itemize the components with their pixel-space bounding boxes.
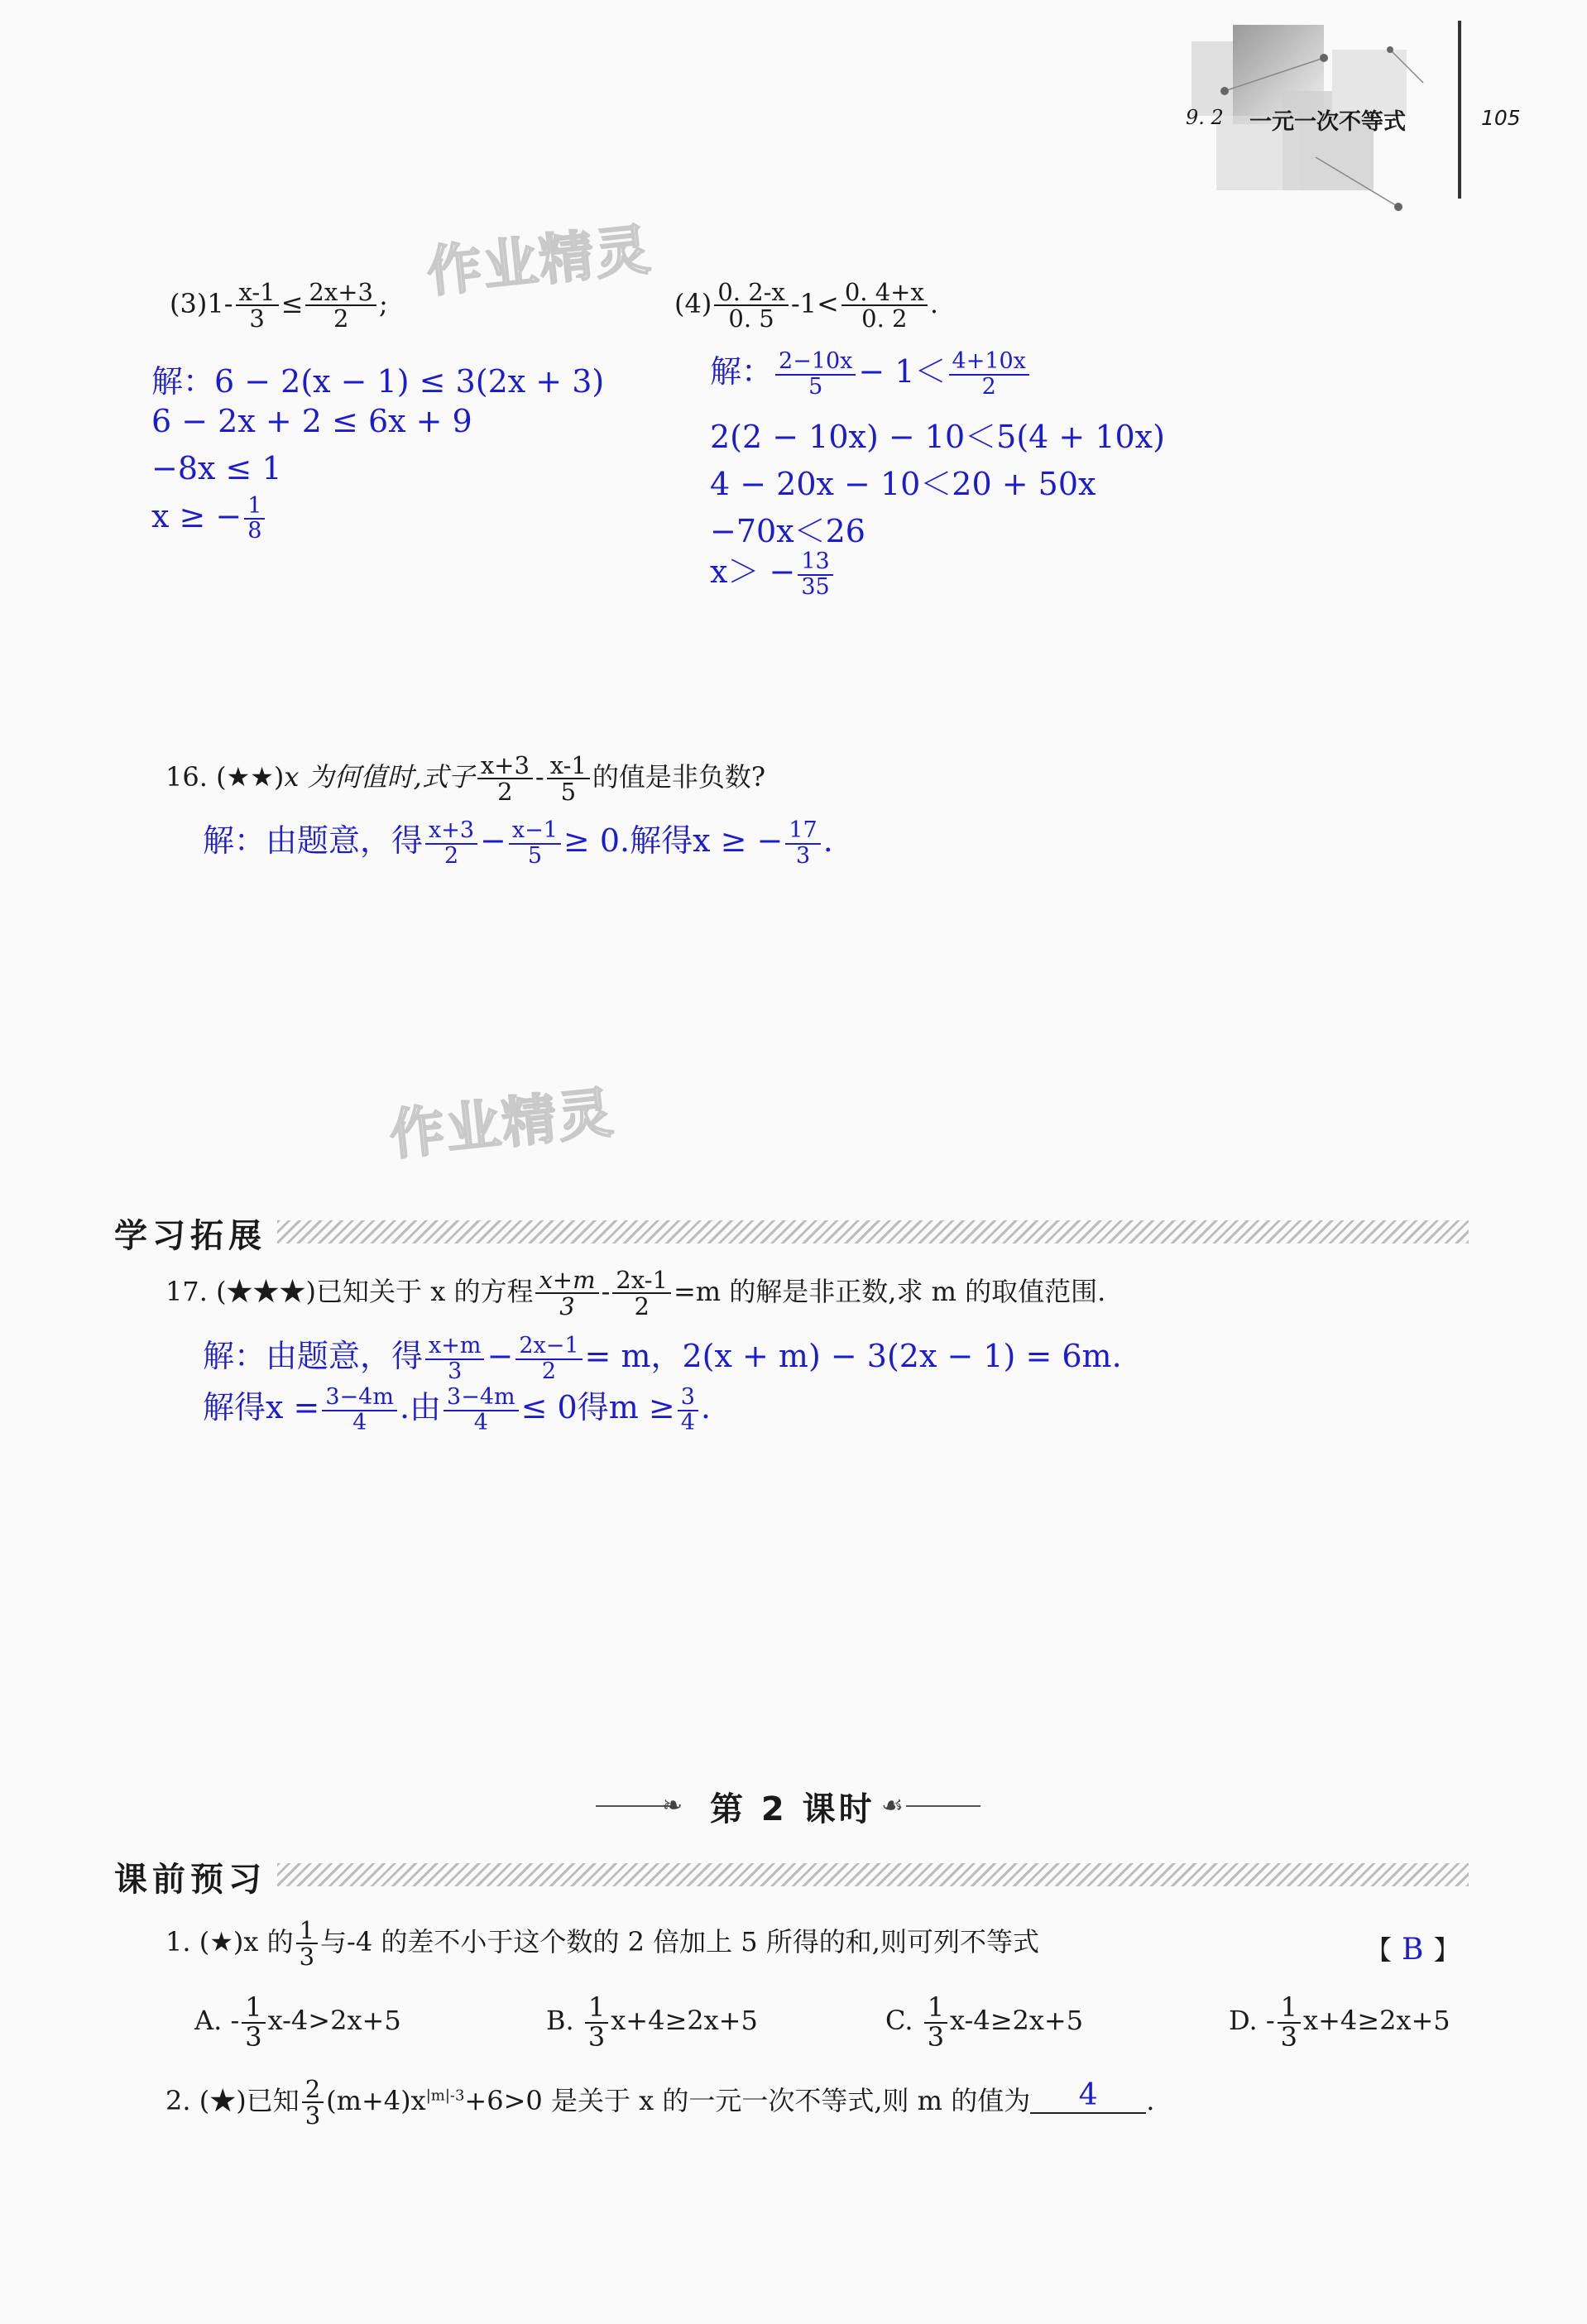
problem-4-tail: . [929,287,938,319]
option-letter: D. [1229,2005,1258,2037]
section-divider-extend [277,1220,1469,1243]
option-expression: x-4≥2x+5 [950,2005,1084,2037]
page-number: 105 [1481,106,1521,130]
fraction-numerator: 17 [785,819,820,844]
option-b[interactable] [546,1991,758,2053]
question-2-text-1: 已知 [246,2084,300,2116]
fraction-numerator: 1 [242,1994,265,2024]
fraction-numerator: x+3 [477,753,533,779]
fraction-denominator: 2 [541,1358,557,1384]
answer-fraction-2 [515,1335,582,1383]
option-expression: x-4>2x+5 [267,2005,401,2037]
option-sign: - [1265,2005,1275,2037]
option-fraction [242,1991,265,2053]
problem-3-fraction-2 [305,280,376,332]
fraction-numerator: 1 [244,495,265,520]
fraction-denominator: 0. 5 [728,304,774,333]
option-letter: A. [194,2005,223,2037]
fraction-denominator: 5 [527,842,542,869]
header-title: 一元一次不等式 [1249,109,1406,135]
answer-fraction-3 [785,819,820,868]
problem-3-label: (3) [170,287,208,319]
fraction-numerator: 2−10x [775,350,856,375]
fraction-numerator: 2x-1 [612,1267,671,1294]
answer-lead: 解得x = [203,1389,320,1426]
problem-3-solution-line-2: 6 − 2x + 2 ≤ 6x + 9 [151,403,472,439]
fraction-denominator: 3 [795,842,811,869]
option-fraction [585,1991,608,2053]
answer-tail: = m，2(x + m) − 3(2x − 1) = 6m. [584,1338,1122,1374]
question-16-label: 16. (★★) [165,760,285,793]
answer-tail: . [822,822,833,859]
fraction-numerator: 0. 2-x [714,280,789,306]
option-expression: x+4≥2x+5 [1303,2005,1450,2037]
question-1-answer: B [1402,1933,1424,1967]
question-16-answer [203,815,833,868]
fraction-denominator: 3 [559,1292,575,1321]
problem-4 [674,280,938,332]
question-16-text-2: 的值是非负数? [592,760,766,793]
fraction-numerator: 1 [924,1994,947,2024]
solution-fraction [244,495,265,544]
section-divider-preview [277,1863,1469,1886]
problem-3-solution-line-4 [151,495,267,544]
fraction-denominator: 3 [245,2020,262,2053]
fraction-denominator: 3 [587,2020,606,2053]
question-2-answer-blank[interactable] [1030,2078,1146,2114]
option-a[interactable] [194,1991,401,2053]
answer-minus: − [480,822,506,859]
answer-tail: . [700,1389,711,1426]
fraction-numerator: x+3 [425,819,477,844]
question-17-fraction-1 [535,1267,598,1320]
bracket-right: 】 [1433,1934,1460,1966]
fraction-denominator: 3 [1280,2020,1298,2053]
problem-4-solution-line-2: 2(2 − 10x) − 10＜5(4 + 10x) [710,419,1165,455]
option-sign: - [230,2005,240,2037]
header-section-number: 9. 2 [1186,106,1224,129]
question-17-label: 17. (★★★) [165,1275,317,1307]
solution-lead: x＞ − [710,553,796,590]
fraction-numerator: x-1 [547,753,590,779]
question-1-text-1: x 的 [243,1925,294,1957]
question-2-answer: 4 [1078,2077,1098,2112]
answer-lead: 解：由题意，得 [203,1338,424,1374]
fraction-denominator: 2 [634,1292,650,1321]
fraction-numerator: 3−4m [443,1386,519,1411]
fraction-numerator: x−1 [509,819,561,844]
answer-middle: .由 [399,1389,442,1426]
problem-4-solution-line-1 [710,346,1032,399]
problem-4-solution-line-5 [710,546,836,599]
watermark-top: 作业精灵 [424,217,654,304]
option-letter: C. [885,2005,913,2037]
solution-fraction [798,550,832,599]
option-fraction [924,1991,947,2053]
section-title-preview: 课前预习 [114,1861,266,1899]
question-2-fraction [302,2077,324,2129]
fraction-denominator: 5 [808,373,823,400]
problem-4-solution-line-4: −70x＜26 [710,513,865,549]
question-2-label: 2. (★) [165,2084,247,2116]
option-fraction [1278,1991,1301,2053]
fraction-denominator: 4 [680,1409,695,1435]
fraction-denominator: 2 [333,304,349,333]
answer-fraction-1 [425,819,477,868]
answer-fraction-1 [322,1386,397,1435]
problem-3 [170,280,388,332]
fraction-denominator: 3 [448,1358,463,1384]
answer-fraction-1 [425,1335,484,1383]
option-c[interactable] [885,1991,1084,2053]
problem-3-relation: ≤ [280,287,304,319]
question-16 [165,753,765,805]
ornament-left-icon: ❧ [662,1791,683,1820]
fraction-numerator: 2x−1 [515,1335,582,1359]
problem-4-solution-line-3: 4 − 20x − 10＜20 + 50x [710,466,1096,502]
question-2-tail: . [1146,2084,1155,2116]
fraction-denominator: 3 [927,2020,945,2053]
answer-middle-2: ≤ 0得m ≥ [520,1389,675,1426]
fraction-denominator: 5 [560,778,577,807]
fraction-denominator: 35 [801,573,830,600]
question-17 [165,1267,1105,1320]
question-2-exponent: |m|-3 [425,2087,465,2105]
lesson-title: 第 2 课时 [710,1790,875,1828]
answer-minus: − [487,1338,514,1374]
question-16-fraction-1 [477,753,533,805]
problem-4-fraction-2 [841,280,928,332]
option-expression: x+4≥2x+5 [611,2005,758,2037]
problem-3-lead: 1- [207,287,233,319]
fraction-numerator: 2x+3 [305,280,376,306]
header-rule [1458,21,1461,199]
answer-fraction-2 [443,1386,519,1435]
question-1 [165,1918,1039,1970]
bracket-left: 【 [1365,1934,1393,1966]
answer-fraction-3 [678,1386,698,1435]
fraction-numerator: 13 [798,550,832,575]
option-d[interactable] [1229,1991,1450,2053]
fraction-numerator: 2 [302,2077,324,2103]
fraction-denominator: 3 [304,2101,321,2130]
option-letter: B. [546,2005,574,2037]
fraction-denominator: 3 [299,1943,315,1972]
fraction-numerator: x+m [425,1335,484,1359]
question-17-answer-line-1 [203,1330,1122,1383]
question-16-text-1: x 为何值时,式子 [284,760,475,793]
solution-lead: x ≥ − [151,497,242,534]
question-17-minus: - [601,1275,611,1307]
question-2 [165,2077,1154,2129]
answer-lead: 解：由题意，得 [203,822,424,859]
watermark-middle: 作业精灵 [386,1080,617,1167]
fraction-denominator: 8 [247,518,262,544]
fraction-denominator: 4 [473,1409,488,1435]
fraction-numerator: x+m [535,1267,598,1294]
solution-fraction-2 [949,350,1029,399]
problem-3-solution-line-3: −8x ≤ 1 [151,450,282,486]
lesson-rule-right [906,1805,980,1807]
fraction-denominator: 2 [497,778,513,807]
fraction-denominator: 4 [352,1409,367,1435]
fraction-numerator: 4+10x [949,350,1029,375]
problem-3-solution-line-1: 解：6 − 2(x − 1) ≤ 3(2x + 3) [151,363,605,400]
ornament-right-icon: ☙ [881,1791,904,1820]
solution-middle: − 1＜ [858,353,947,390]
answer-middle: ≥ 0.解得x ≥ − [563,822,784,859]
fraction-numerator: 1 [296,1918,318,1944]
problem-3-fraction-1 [236,280,279,332]
solution-lead: 解： [710,353,774,390]
question-1-text-2: 与-4 的差不小于这个数的 2 倍加上 5 所得的和,则可列不等式 [320,1925,1039,1957]
fraction-numerator: 1 [1278,1994,1301,2024]
problem-4-middle: -1< [790,287,839,319]
fraction-numerator: 3−4m [322,1386,397,1411]
question-17-fraction-2 [612,1267,671,1320]
problem-4-label: (4) [674,287,712,319]
fraction-numerator: x-1 [236,280,279,306]
answer-fraction-2 [509,819,561,868]
question-17-text-1: 已知关于 x 的方程 [316,1275,534,1307]
question-2-text-3: +6>0 是关于 x 的一元一次不等式,则 m 的值为 [464,2084,1031,2116]
fraction-numerator: 3 [678,1386,698,1411]
fraction-numerator: 1 [585,1994,608,2024]
fraction-denominator: 2 [981,373,996,400]
question-17-answer-line-2 [203,1382,711,1435]
problem-3-tail: ; [378,287,388,319]
section-title-extend: 学习拓展 [114,1217,266,1255]
lesson-rule-left [596,1805,670,1807]
question-1-fraction [296,1918,318,1970]
answer-bracket [1365,1929,1460,1967]
problem-4-fraction-1 [714,280,789,332]
solution-fraction-1 [775,350,856,399]
fraction-denominator: 0. 2 [861,304,908,333]
question-16-fraction-2 [547,753,590,805]
question-16-minus: - [535,760,544,793]
question-1-label: 1. (★) [165,1925,244,1957]
fraction-denominator: 2 [443,842,459,869]
fraction-denominator: 3 [249,304,265,333]
fraction-numerator: 0. 4+x [841,280,928,306]
question-2-text-2: (m+4)x [326,2084,426,2116]
question-17-text-2: =m 的解是非正数,求 m 的取值范围. [673,1275,1106,1307]
